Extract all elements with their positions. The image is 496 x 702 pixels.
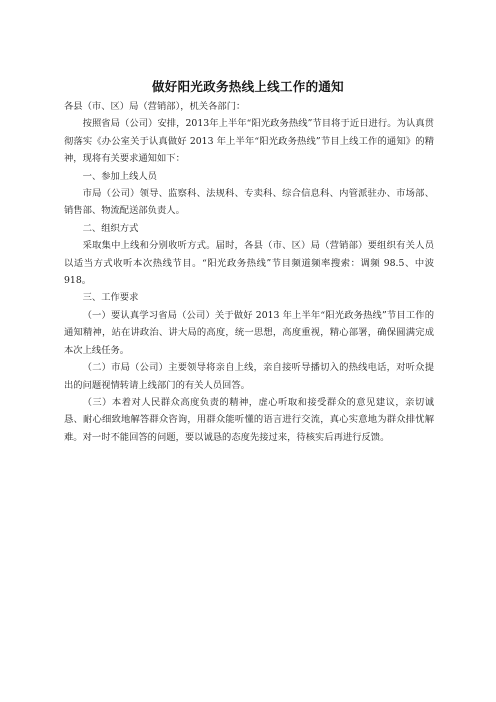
section-1-heading: 一、参加上线人员	[82, 170, 157, 182]
section-2-text: 采取集中上线和分别收听方式。届时，各县（市、区）局（营销部）要组织有关人员以适当方式收听本次热线节目。“阳光政务热线”节目频道频率搜索：调频 98.5、中波 918。	[64, 240, 434, 287]
section-1-text: 市局（公司）领导、监察科、法规科、专卖科、综合信息科、内管派驻办、市场部、销售部、物流配送部负责人。	[64, 188, 434, 217]
salutation: 各县（市、区）局（营销部），机关各部门：	[64, 101, 246, 112]
requirement-3: （三）本着对人民群众高度负责的精神，虚心听取和接受群众的意见建议，亲切诚恳、耐心细致地解答群众咨询，用群众能听懂的语言进行交流，真心实意地为群众排忧解难。对一时不能回答的问题，要以诚恳的态度先接过来，待核实后再进行反馈。	[64, 396, 434, 443]
document-body	[64, 98, 434, 446]
requirement-2: （二）市局（公司）主要领导将亲自上线，亲自接听导播切入的热线电话，对听众提出的问题视情转请上线部门的有关人员回答。	[64, 362, 434, 391]
requirement-1: （一）要认真学习省局（公司）关于做好 2013 年上半年“阳光政务热线”节目工作的通知精神，站在讲政治、讲大局的高度，统一思想，高度重视，精心部署，确保圆满完成本次上线任务。	[64, 309, 434, 356]
section-3-heading: 三、工作要求	[82, 292, 139, 304]
document-title: 做好阳光政务热线上线工作的通知	[151, 79, 344, 94]
section-2-heading: 二、组织方式	[82, 222, 139, 234]
intro-paragraph: 按照省局（公司）安排，2013年上半年“阳光政务热线”节目将于近日进行。为认真贯彻落实《办公室关于认真做好 2013 年上半年“阳光政务热线”节目上线工作的通知》的精神，现将有关要求通知如下：	[64, 118, 434, 165]
